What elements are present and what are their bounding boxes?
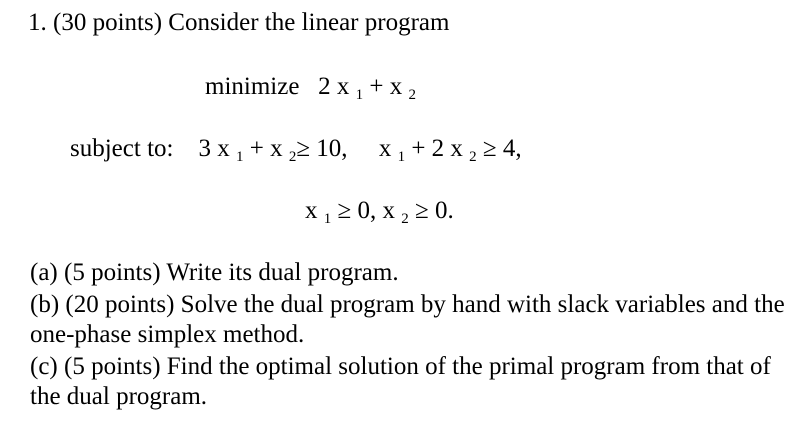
constraints-line — [70, 134, 522, 167]
objective-expression: 2 x $_1$ + x $_2$ — [318, 73, 417, 103]
part-b-text: (b) (20 points) Solve the dual program by hand with slack variables and the one-phase simplex method. — [30, 291, 785, 348]
constraint-2: x $_1$ + 2 x $_2$ ≥ 4, — [378, 135, 522, 165]
constraint-1: 3 x $_1$ + x $_2$≥ 10, — [198, 135, 348, 165]
part-c-text: (c) (5 points) Find the optimal solution of the primal program from that of the dual program. — [30, 353, 771, 410]
nonnegativity-line: x $_1$ ≥ 0, x $_2$ ≥ 0. — [305, 197, 454, 227]
objective-label: minimize — [205, 73, 300, 100]
constraints-label: subject to: — [70, 135, 174, 162]
part-a-text: (a) (5 points) Write its dual program. — [30, 259, 399, 286]
objective-line — [205, 72, 416, 105]
problem-heading: 1. (30 points) Consider the linear program — [28, 9, 450, 36]
